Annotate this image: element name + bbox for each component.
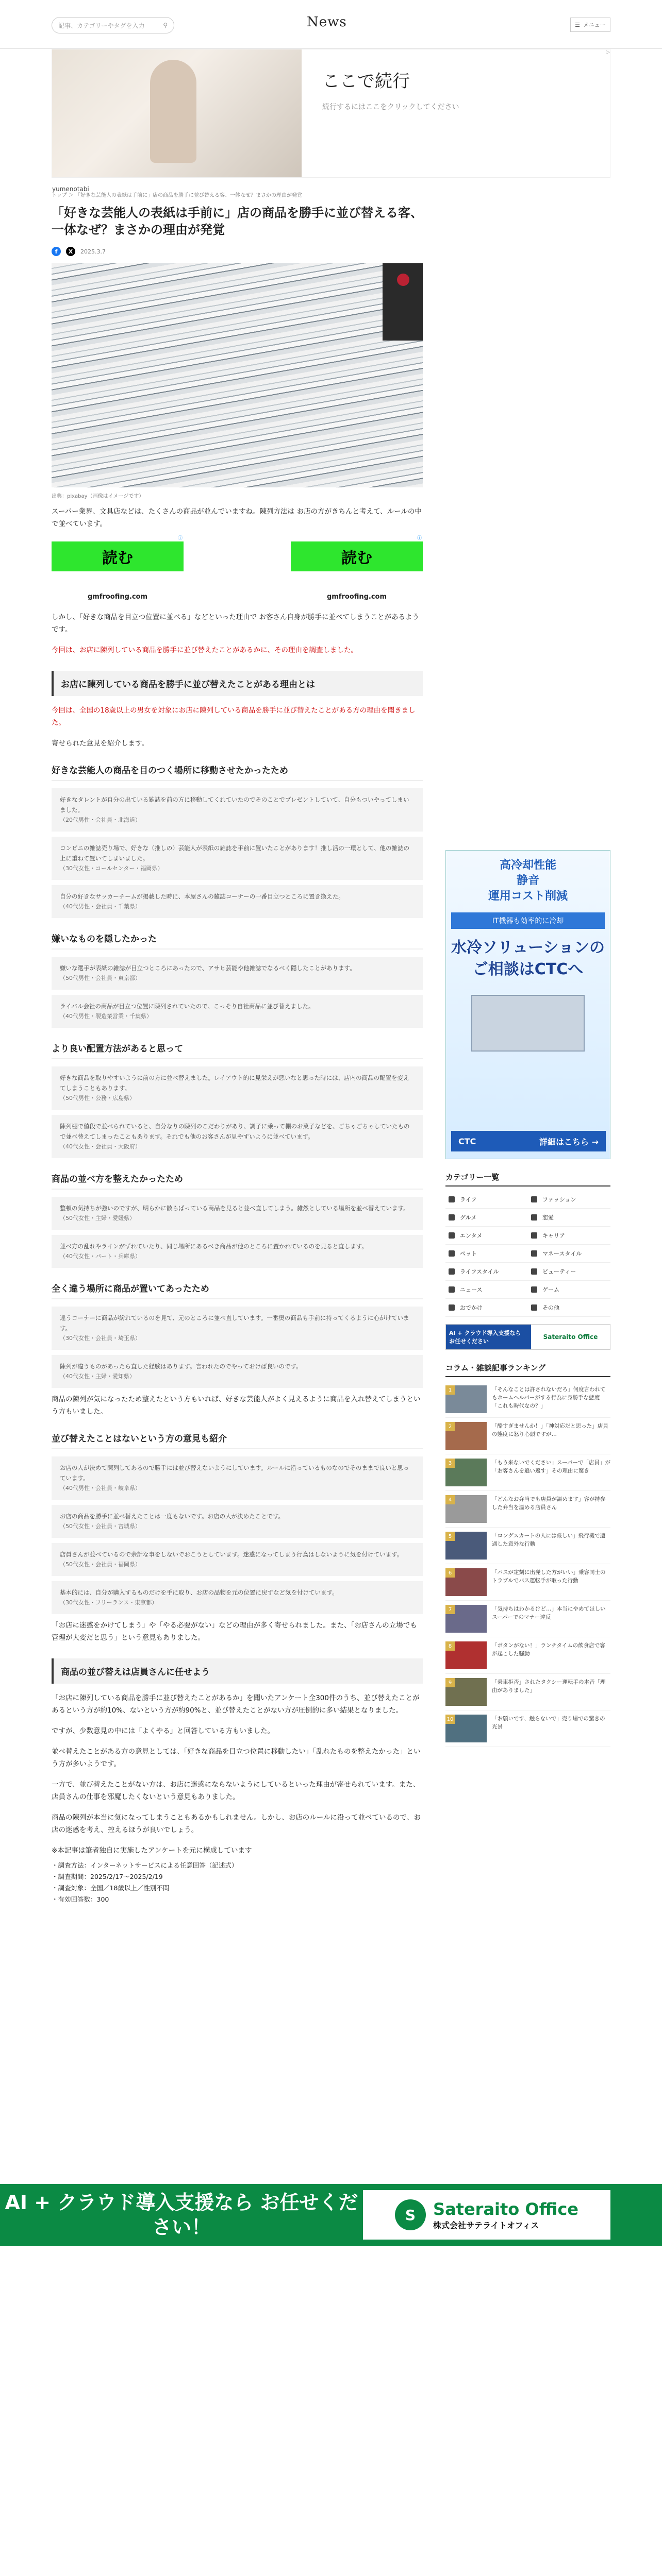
category-icon bbox=[531, 1232, 537, 1239]
sidebar bbox=[445, 850, 610, 1747]
category-item[interactable]: その他 bbox=[528, 1299, 610, 1317]
publish-date: 2025.3.7 bbox=[80, 248, 106, 255]
ranking-list bbox=[445, 1381, 610, 1747]
search-box[interactable] bbox=[52, 17, 174, 33]
section-heading: お店に陳列している商品を勝手に並び替えたことがある理由とは bbox=[52, 671, 423, 696]
rank-number: 4 bbox=[445, 1495, 455, 1504]
quote-box: 基本的には、自分が購入するものだけを手に取り、お店の品物を元の位置に戻すなど気を付けています。 （30代女性・フリーランス・東京都） bbox=[52, 1581, 423, 1614]
quote-box: 陳列棚で値段で並べられていると、自分なりの陳列のこだわりがあり、調子に乗って棚のお菓子などを、ごちゃごちゃしていたもので並べ替えてしまったこともあります。それでも他のお客さんが見やすいように並べています。 （40代女性・会社員・大阪府） bbox=[52, 1115, 423, 1158]
category-item[interactable]: キャリア bbox=[528, 1227, 610, 1245]
quote-box: ライバル会社の商品が目立つ位置に陳列されていたので、こっそり自社商品に並び替えました。 （40代男性・製造業営業・千葉県） bbox=[52, 995, 423, 1028]
ad-subtitle: 続行するにはここをクリックしてください bbox=[322, 103, 459, 111]
category-icon bbox=[449, 1232, 455, 1239]
category-item[interactable]: ゲーム bbox=[528, 1281, 610, 1299]
category-icon bbox=[531, 1196, 537, 1202]
facebook-icon[interactable]: f bbox=[52, 247, 61, 256]
quote-box: 嫌いな選手が表紙の雑誌が目立つところにあったので、アサヒ芸能や他雑誌でなるべく隠したことがあります。 （50代男性・会社員・東京都） bbox=[52, 957, 423, 990]
ranking-thumbnail bbox=[445, 1641, 487, 1669]
product-image bbox=[471, 995, 585, 1052]
paragraph: しかし、「好きな商品を目立つ位置に並べる」などといった理由で お客さん自身が勝手に並べてしまうことがあるようです。 bbox=[52, 613, 420, 634]
ranking-thumbnail bbox=[445, 1678, 487, 1706]
quote-box: 違うコーナーに商品が紛れているのを見て、元のところに並べ直しています。一番奥の商品も手前に持ってくるように心がけています。 （30代女性・会社員・埼玉県） bbox=[52, 1307, 423, 1350]
category-icon bbox=[531, 1250, 537, 1257]
category-icon bbox=[531, 1304, 537, 1311]
read-button[interactable]: 読む bbox=[291, 541, 423, 571]
category-item[interactable]: ファッション bbox=[528, 1191, 610, 1209]
paragraph: 寄せられた意見を紹介します。 bbox=[52, 739, 148, 748]
category-list bbox=[445, 1191, 610, 1317]
ranking-item[interactable]: 7 「気持ちはわかるけど…」本当にやめてほしいスーパーでのマナー違反 bbox=[445, 1601, 610, 1637]
read-button[interactable]: 読む bbox=[52, 541, 184, 571]
ad-title: ここで続行 bbox=[322, 71, 410, 92]
section-heading: 商品の並び替えは店員さんに任せよう bbox=[52, 1658, 423, 1684]
subsection-heading: 並び替えたことはないという方の意見も紹介 bbox=[52, 1431, 423, 1449]
subsection-heading: 嫌いなものを隠したかった bbox=[52, 931, 423, 950]
paragraph: 商品の陳列が本当に気になってしまうこともあるかもしれません。しかし、お店のルールに沿って並べているので、お店の迷惑を考え、控えるほうが良いでしょう。 bbox=[52, 1814, 421, 1834]
adchoices-icon[interactable]: ⓘ bbox=[177, 536, 183, 541]
survey-title: ※本記事は筆者独自に実施したアンケートを元に構成しています bbox=[52, 1846, 252, 1855]
ranking-item[interactable]: 2 「酷すぎませんか！」「神対応だと思った」店員の態度に怒り心頭ですが… bbox=[445, 1418, 610, 1454]
rank-number: 2 bbox=[445, 1422, 455, 1431]
rank-number: 9 bbox=[445, 1678, 455, 1687]
image-caption: 出典：pixabay（画像はイメージです） bbox=[52, 494, 144, 499]
quote-box: 陳列が違うものがあったら直した経験はあります。言われたのでやっておけば良いのです。 （40代女性・主婦・愛知県） bbox=[52, 1355, 423, 1388]
search-icon[interactable]: ⚲ bbox=[163, 22, 168, 29]
x-icon[interactable]: X bbox=[66, 247, 75, 256]
category-item[interactable]: ビューティー bbox=[528, 1263, 610, 1281]
category-item[interactable]: ライフ bbox=[445, 1191, 528, 1209]
category-item[interactable]: グルメ bbox=[445, 1209, 528, 1227]
category-icon bbox=[449, 1214, 455, 1221]
ranking-thumbnail bbox=[445, 1532, 487, 1560]
adchoices-icon[interactable]: ▷ bbox=[606, 49, 610, 55]
paragraph: 「お店に迷惑をかけてしまう」や「やる必要がない」などの理由が多く寄せられました。また、「お店さんの立場でも管理が大変だと思う」という意見もありました。 bbox=[52, 1621, 417, 1642]
article bbox=[52, 191, 423, 1905]
ad-url: gmfroofing.com bbox=[87, 593, 148, 601]
sidebar-ad[interactable]: 高冷却性能 静音 運用コスト削減 IT機器も効率的に冷却 水冷ソリューションのご相談はCTCへ CTC 詳細はこちら → bbox=[445, 850, 610, 1159]
ranking-item[interactable]: 4 「どんなお弁当でも店員が温めます」客が持参した弁当を温める店員さん bbox=[445, 1491, 610, 1528]
paragraph: 「お店に陳列している商品を勝手に並び替えたことがあるか」を聞いたアンケート全300件のうち、並び替えたことがあるという方が約10%、ないという方が約90%と、並び替えたことがない方が圧倒的に多い結果となりました。 bbox=[52, 1694, 420, 1715]
sticky-banner-ad[interactable] bbox=[0, 2184, 662, 2246]
ranking-item[interactable]: 3 「もう来ないでください」スーパーで「店員」が「お客さんを追い返す」その理由に驚き bbox=[445, 1454, 610, 1491]
paragraph: 商品の陳列が気になったため整えたという方もいれば、好きな芸能人がよく見えるように商品を入れ替えてしまうという方もいました。 bbox=[52, 1395, 421, 1416]
paragraph: 一方で、並び替えたことがない方は、お店に迷惑にならないようにしているといった理由が寄せられています。また、店員さんの仕事を邪魔したくないという意見もありました。 bbox=[52, 1781, 420, 1801]
subsection-heading: 商品の並べ方を整えたかったため bbox=[52, 1172, 423, 1190]
site-logo[interactable]: News bbox=[307, 14, 347, 30]
ranking-thumbnail bbox=[445, 1495, 487, 1523]
hero-image bbox=[52, 263, 423, 487]
ranking-thumbnail bbox=[445, 1568, 487, 1596]
ranking-thumbnail bbox=[445, 1385, 487, 1413]
quote-box: お店の商品を勝手に並べ替えたことは一度もないです。お店の人が決めたことです。 （50代女性・会社員・宮城県） bbox=[52, 1505, 423, 1538]
subsection-heading: より良い配置方法があると思って bbox=[52, 1041, 423, 1059]
categories-heading: カテゴリー一覧 bbox=[445, 1172, 610, 1187]
ranking-item[interactable]: 1 「そんなことは許されないだろ」何度言われてもホームヘルパーがする行為に身勝手な態度「これも時代なの？」 bbox=[445, 1381, 610, 1418]
ranking-thumbnail bbox=[445, 1422, 487, 1450]
ranking-item[interactable]: 8 「ボタンがない！」ランチタイムの飲食店で客が起こした騒動 bbox=[445, 1637, 610, 1674]
category-item[interactable]: 恋愛 bbox=[528, 1209, 610, 1227]
category-icon bbox=[449, 1268, 455, 1275]
intro-text: スーパー業界、文具店などは、たくさんの商品が並んでいますね。陳列方法は お店の方がきちんと考えて、ルールの中で並べています。 bbox=[52, 507, 422, 528]
sateraito-logo-icon: S bbox=[395, 2199, 426, 2230]
category-icon bbox=[531, 1286, 537, 1293]
rank-number: 1 bbox=[445, 1385, 455, 1395]
inline-ad[interactable] bbox=[291, 536, 423, 601]
inline-ads bbox=[52, 536, 423, 601]
quote-box: 自分の好きなサッカーチームが掲載した時に、本屋さんの雑誌コーナーの一番目立つところに置き換えた。 （40代男性・会社員・千葉県） bbox=[52, 885, 423, 918]
survey-details: ・調査方法：インターネットサービスによる任意回答（記述式） ・調査期間：2025/2/17〜2025/2/19 ・調査対象：全国／18歳以上／性別不問 ・有効回答数：300 bbox=[52, 1861, 238, 1903]
share-row bbox=[52, 247, 423, 256]
category-icon bbox=[531, 1214, 537, 1221]
category-icon bbox=[449, 1304, 455, 1311]
quote-box: 並べ方の乱れやラインがずれていたり、同じ場所にあるべき商品が他のところに置かれているのを見ると直します。 （40代女性・パート・兵庫県） bbox=[52, 1235, 423, 1268]
top-ad[interactable] bbox=[52, 49, 610, 193]
hamburger-icon: ☰ bbox=[575, 21, 580, 28]
ad-image bbox=[52, 49, 302, 177]
subsection-heading: 全く違う場所に商品が置いてあったため bbox=[52, 1281, 423, 1299]
search-input[interactable]: 記事、カテゴリーやタグを入力 bbox=[58, 22, 145, 29]
ranking-thumbnail bbox=[445, 1605, 487, 1633]
ad-url: gmfroofing.com bbox=[326, 593, 387, 601]
ranking-thumbnail bbox=[445, 1715, 487, 1742]
menu-button[interactable]: ☰ メニュー bbox=[570, 18, 610, 32]
ranking-item[interactable]: 10 「お願いです、触らないで」売り場での驚きの光景 bbox=[445, 1710, 610, 1747]
rank-number: 5 bbox=[445, 1532, 455, 1541]
category-icon bbox=[449, 1196, 455, 1202]
rank-number: 8 bbox=[445, 1641, 455, 1651]
subsection-heading: 好きな芸能人の商品を目のつく場所に移動させたかったため bbox=[52, 763, 423, 781]
quote-box: 店員さんが並べているので余計な事をしないでおこうとしています。迷惑になってしまう行為はしないように気を付けています。 （50代女性・会社員・福岡県） bbox=[52, 1543, 423, 1576]
paragraph: 今回は、お店に陳列している商品を勝手に並び替えたことがあるかに、その理由を調査しました。 bbox=[52, 646, 358, 654]
category-item[interactable]: エンタメ bbox=[445, 1227, 528, 1245]
banner-logo-box: S Sateraito Office 株式会社サテライトオフィス bbox=[363, 2190, 610, 2240]
paragraph: 並べ替えたことがある方の意見としては、「好きな商品を目立つ位置に移動したい」「乱れたものを整えたかった」という方が多いようです。 bbox=[52, 1748, 421, 1768]
rank-number: 10 bbox=[445, 1715, 455, 1724]
category-item[interactable]: ライフスタイル bbox=[445, 1263, 528, 1281]
ranking-item[interactable]: 6 「バスが定刻に出発した方がいい」乗客同士のトラブルでバス運転手が取った行動 bbox=[445, 1564, 610, 1601]
ranking-item[interactable]: 5 「ロングスカートの人には厳しい」飛行機で遭遇した意外な行動 bbox=[445, 1528, 610, 1564]
category-icon bbox=[449, 1286, 455, 1293]
ad-cta-button[interactable]: CTC 詳細はこちら → bbox=[451, 1131, 606, 1151]
category-item[interactable]: ペット bbox=[445, 1245, 528, 1263]
ad-source: yumenotabi bbox=[52, 185, 89, 193]
rank-number: 6 bbox=[445, 1568, 455, 1578]
adchoices-icon[interactable]: ⓘ bbox=[417, 536, 422, 541]
category-item[interactable]: おでかけ bbox=[445, 1299, 528, 1317]
quote-box: お店の人が決めて陳列してあるので勝手には並び替えないようにしています。ルールに沿っているものなのでそのままで良いと思っています。 （40代男性・会社員・岐阜県） bbox=[52, 1456, 423, 1500]
quote-box: 整頓の気持ちが強いのですが、明らかに散らばっている商品を見ると並べ直してしまう。雑然としている場所を並べ替えています。 （50代女性・主婦・愛媛県） bbox=[52, 1197, 423, 1230]
page-title: 「好きな芸能人の表紙は手前に」店の商品を勝手に並び替える客、一体なぜ？まさかの理由が発覚 bbox=[52, 206, 423, 237]
quote-box: 好きな商品を取りやすいように前の方に並べ替えました。レイアウト的に見栄えが悪いなと思った時には、店内の商品の配置を変えてしまうこともあります。 （50代男性・公務・広島県） bbox=[52, 1066, 423, 1110]
paragraph: ですが、少数意見の中には「よくやる」と回答している方もいました。 bbox=[52, 1727, 274, 1735]
inline-ad[interactable] bbox=[52, 536, 184, 601]
banner-text: AI + クラウド導入支援なら お任せください！ bbox=[5, 2191, 358, 2239]
category-item[interactable]: ニュース bbox=[445, 1281, 528, 1299]
sidebar-banner-ad[interactable]: AI + クラウド導入支援なら お任せください Sateraito Office bbox=[445, 1324, 610, 1350]
category-icon bbox=[449, 1250, 455, 1257]
ranking-item[interactable]: 9 「乗車拒否」されたタクシー運転手の本音「理由がありました」 bbox=[445, 1674, 610, 1710]
ranking-thumbnail bbox=[445, 1459, 487, 1486]
category-item[interactable]: マネースタイル bbox=[528, 1245, 610, 1263]
paragraph: 今回は、全国の18歳以上の男女を対象にお店に陳列している商品を勝手に並び替えたことがある方の理由を聞きました。 bbox=[52, 706, 416, 727]
rank-number: 7 bbox=[445, 1605, 455, 1614]
rank-number: 3 bbox=[445, 1459, 455, 1468]
ranking-heading: コラム・雑談記事ランキング bbox=[445, 1362, 610, 1377]
breadcrumb[interactable]: トップ ＞ 「好きな芸能人の表紙は手前に」店の商品を勝手に並び替える客、一体なぜ？まさかの理由が発覚 bbox=[52, 193, 303, 198]
quote-box: 好きなタレントが自分の出ている雑誌を前の方に移動してくれていたのでそのことでプレゼントしていて、自分もついやってしまいました。 （20代男性・会社員・北海道） bbox=[52, 788, 423, 832]
category-icon bbox=[531, 1268, 537, 1275]
quote-box: コンビニの雑誌売り場で、好きな（推しの）芸能人が表紙の雑誌を手前に置いたことがあります！推し活の一環として、他の雑誌の上に重ねて置いてしまいました。 （30代女性・コールセンター・福岡県） bbox=[52, 837, 423, 880]
site-header bbox=[0, 0, 662, 49]
